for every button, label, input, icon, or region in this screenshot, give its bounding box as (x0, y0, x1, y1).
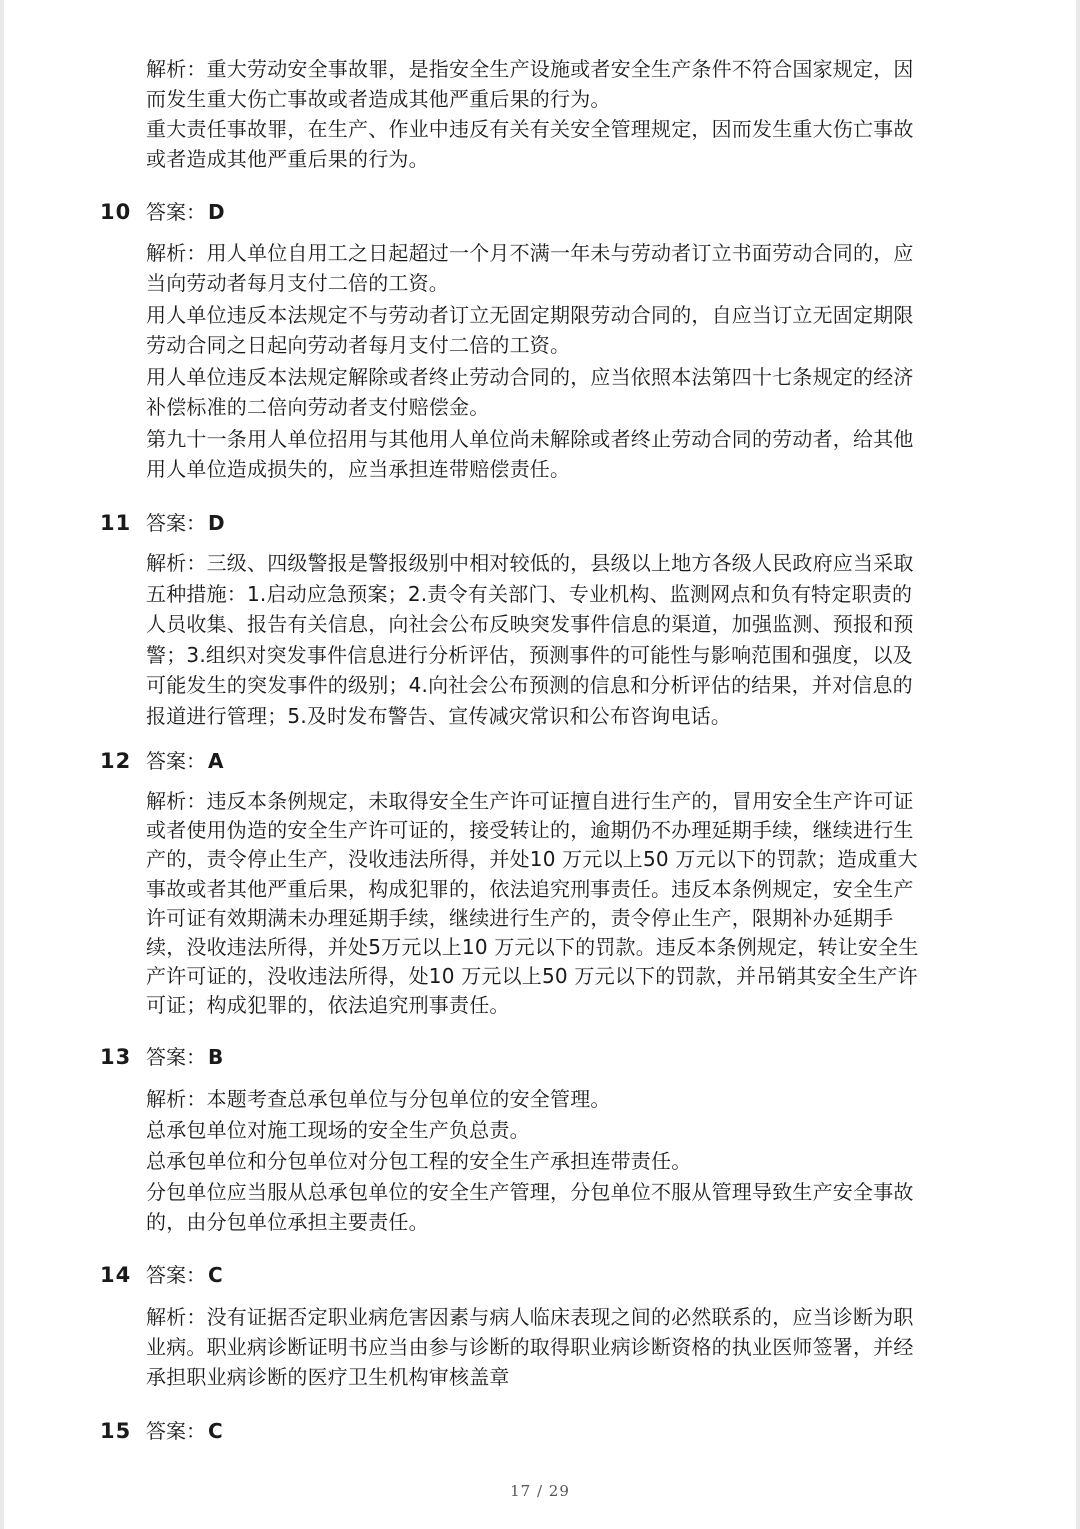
text-line: 分包单位应当服从总承包单位的安全生产管理，分包单位不服从管理导致生产安全事故 (146, 1180, 914, 1204)
page-edge-right (1076, 0, 1080, 1529)
answer-heading (100, 746, 223, 776)
paragraph (146, 1084, 986, 1114)
text-line: 解析：没有证据否定职业病危害因素与病人临床表现之间的必然联系的，应当诊断为职 (146, 1305, 914, 1329)
answer-letter: C (208, 1263, 223, 1287)
text-line: 总承包单位和分包单位对分包工程的安全生产承担连带责任。 (146, 1149, 692, 1173)
text-line: 而发生重大伤亡事故或者造成其他严重后果的行为。 (146, 87, 611, 111)
paragraph (146, 548, 986, 731)
answer-label: 答案： (146, 200, 206, 224)
answer-label: 答案： (146, 749, 206, 773)
text-line: 业病。职业病诊断证明书应当由参与诊断的取得职业病诊断资格的执业医师签署，并经 (146, 1335, 914, 1359)
text-line: 用人单位违反本法规定不与劳动者订立无固定期限劳动合同的，自应当订立无固定期限 (146, 303, 914, 327)
text-line: 当向劳动者每月支付二倍的工资。 (146, 271, 449, 295)
paragraph (146, 1177, 986, 1237)
paragraph (146, 1146, 986, 1176)
text-line: 总承包单位对施工现场的安全生产负总责。 (146, 1118, 530, 1142)
text-line: 解析：本题考查总承包单位与分包单位的安全管理。 (146, 1087, 611, 1111)
text-line: 解析：重大劳动安全事故罪，是指安全生产设施或者安全生产条件不符合国家规定，因 (146, 57, 914, 81)
paragraph (146, 362, 986, 422)
text-line: 用人单位违反本法规定解除或者终止劳动合同的，应当依照本法第四十七条规定的经济 (146, 365, 914, 389)
answer-letter: B (208, 1045, 224, 1069)
text-line: 人员收集、报告有关信息，向社会公布反映突发事件信息的渠道，加强监测、预报和预 (146, 612, 914, 636)
text-line: 重大责任事故罪，在生产、作业中违反有关有关安全管理规定，因而发生重大伤亡事故 (146, 117, 914, 141)
text-line: 报道进行管理；5.及时发布警告、宣传减灾常识和公布咨询电话。 (146, 703, 732, 728)
text-line: 解析：三级、四级警报是警报级别中相对较低的，县级以上地方各级人民政府应当采取 (146, 551, 914, 575)
question-number: 15 (100, 1419, 132, 1443)
text-line: 劳动合同之日起向劳动者每月支付二倍的工资。 (146, 333, 571, 357)
answer-label: 答案： (146, 1263, 206, 1287)
paragraph (146, 424, 986, 484)
text-line: 解析：用人单位自用工之日起超过一个月不满一年未与劳动者订立书面劳动合同的，应 (146, 241, 914, 265)
paragraph (146, 54, 986, 114)
text-line: 的，由分包单位承担主要责任。 (146, 1210, 429, 1234)
answer-letter: C (208, 1419, 223, 1443)
text-line: 用人单位造成损失的，应当承担连带赔偿责任。 (146, 457, 571, 481)
text-line: 或者造成其他严重后果的行为。 (146, 147, 429, 171)
text-line: 承担职业病诊断的医疗卫生机构审核盖章 (146, 1365, 510, 1389)
page-edge-left (0, 0, 4, 1529)
question-number: 12 (100, 749, 132, 773)
text-line: 许可证有效期满未办理延期手续，继续进行生产的，责令停止生产，限期补办延期手 (146, 905, 894, 930)
answer-label: 答案： (146, 1045, 206, 1069)
paragraph (146, 1115, 986, 1145)
answer-letter: D (208, 511, 225, 535)
question-number: 13 (100, 1045, 132, 1069)
paragraph (146, 114, 986, 174)
answer-letter: A (208, 749, 224, 773)
text-line: 补偿标准的二倍向劳动者支付赔偿金。 (146, 395, 490, 419)
answer-heading (100, 1042, 223, 1072)
text-line: 或者使用伪造的安全生产许可证的，接受转让的，逾期仍不办理延期手续，继续进行生 (146, 818, 914, 843)
paragraph (146, 1302, 986, 1392)
paragraph (146, 238, 986, 298)
answer-heading (100, 508, 225, 538)
answer-label: 答案： (146, 511, 206, 535)
text-line: 第九十一条用人单位招用与其他用人单位尚未解除或者终止劳动合同的劳动者，给其他 (146, 427, 914, 451)
text-line: 产许可证的，没收违法所得，处10 万元以上50 万元以下的罚款，并吊销其安全生产许 (146, 964, 918, 989)
answer-heading (100, 1416, 223, 1446)
text-line: 可证；构成犯罪的，依法追究刑事责任。 (146, 993, 510, 1018)
text-line: 续，没收违法所得，并处5万元以上10 万元以下的罚款。违反本条例规定，转让安全生 (146, 935, 919, 960)
answer-letter: D (208, 200, 225, 224)
text-line: 五种措施：1.启动应急预案；2.责令有关部门、专业机构、监测网点和负有特定职责的 (146, 581, 913, 606)
paragraph (146, 787, 986, 1021)
question-number: 11 (100, 511, 132, 535)
answer-heading (100, 197, 225, 227)
question-number: 14 (100, 1263, 132, 1287)
answer-label: 答案： (146, 1419, 206, 1443)
text-line: 产的，责令停止生产，没收违法所得，并处10 万元以上50 万元以下的罚款；造成重大 (146, 847, 918, 872)
question-number: 10 (100, 200, 132, 224)
page-number: 17 / 29 (510, 1482, 570, 1500)
text-line: 警；3.组织对突发事件信息进行分析评估，预测事件的可能性与影响范围和强度，以及 (146, 642, 913, 667)
answer-heading (100, 1260, 223, 1290)
text-line: 可能发生的突发事件的级别；4.向社会公布预测的信息和分析评估的结果，并对信息的 (146, 673, 913, 697)
text-line: 事故或者其他严重后果，构成犯罪的，依法追究刑事责任。违反本条例规定，安全生产 (146, 876, 914, 901)
paragraph (146, 300, 986, 360)
text-line: 解析：违反本条例规定，未取得安全生产许可证擅自进行生产的，冒用安全生产许可证 (146, 789, 914, 813)
